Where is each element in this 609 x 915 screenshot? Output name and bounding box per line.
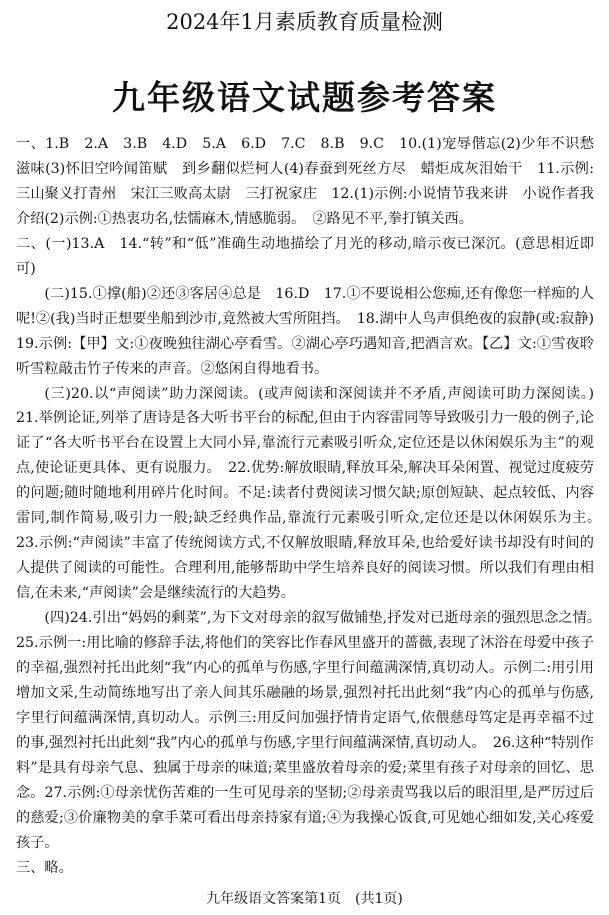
section-2-part-2-answers: (二)15.①撑(船)②还③客居④总是 16.D 17.①不要说相公您痴,还有像您一样痴的人呢!②(我)当时正想要坐船到沙市,竟然被大雪所阻挡。 18.湖中人鸟声俱绝夜的寂静(或:寂静) 19.示例:【甲】文:①夜晚独往湖心亭看雪。②湖心亭巧遇知音,把酒言欢。【乙】文:①雪夜聆听雪粒敲击竹子传来的声音。②悠闲自得地看书。 bbox=[16, 285, 609, 377]
answer-content bbox=[16, 132, 609, 881]
section-2-part-1-answers: 二、(一)13.A 14.“转”和“低”准确生动地描绘了月光的移动,暗示夜已深沉。(意思相近即可) bbox=[16, 235, 594, 277]
section-3-answers: 三、略。 bbox=[16, 859, 73, 876]
exam-title: 九年级语文试题参考答案 bbox=[112, 78, 497, 117]
section-1-answers: 一、1.B 2.A 3.B 4.D 5.A 6.D 7.C 8.B 9.C 10.(1)宠辱偕忘(2)少年不识愁滋味(3)怀旧空吟闻笛赋 到乡翻似烂柯人(4)春蚕到死丝方尽 蜡炬成灰泪始干 11.示例:三山聚义打青州 宋江三败高太尉 三打祝家庄 12.(1)示例:小说情节我来讲 小说作者我介绍(2)示例:①热衷功名,怯懦麻木,情感脆弱。 ②路见不平,拳打镇关西。 bbox=[16, 136, 594, 227]
section-2-part-3-answers: (三)20.以“声阅读”助力深阅读。(或声阅读和深阅读并不矛盾,声阅读可助力深阅读。) 21.举例论证,列举了唐诗是各大听书平台的标配,但由于内容雷同等导致吸引力一般的例子,论证了“各大听书平台在设置上大同小异,靠流行元素吸引听众,定位还是以休闲娱乐为主”的观点,使论证更具体、更有说服力。 22.优势:解放眼睛,释放耳朵,解决耳朵闲置、视觉过度疲劳的问题;随时随地利用碎片化时间。不足:读者付费阅读习惯欠缺;原创短缺、起点较低、内容雷同,制作简易,吸引力一般;缺乏经典作品,靠流行元素吸引听众,定位还是以休闲娱乐为主。 23.示例:“声阅读”丰富了传统阅读方式,不仅解放眼睛,释放耳朵,也给爱好读书却没有时间的人提供了阅读的可能性。合理利用,能够帮助中学生培养良好的阅读习惯。所以我们有理由相信,在未来,“声阅读”会是继续流行的大趋势。 bbox=[16, 385, 609, 602]
exam-subtitle: 2024年1月素质教育质量检测 bbox=[166, 10, 443, 34]
section-2-part-4-answers: (四)24.引出“妈妈的剩菜”,为下文对母亲的叙写做铺垫,抒发对已逝母亲的强烈思念之情。 25.示例一:用比喻的修辞手法,将他们的笑容比作春风里盛开的蔷薇,表现了沐浴在母爱中孩子的幸福,强烈衬托出此刻“我”内心的孤单与伤感,字里行间蕴满深情,真切动人。示例二:用引用增加文采,生动简练地写出了亲人间其乐融融的场景,强烈衬托出此刻“我”内心的孤单与伤感,字里行间蕴满深情,真切动人。示例三:用反问加强抒情肯定语气,依偎慈母笃定是再幸福不过的事,强烈衬托出此刻“我”内心的孤单与伤感,字里行间蕴满深情,真切动人。 26.这种“特别作料”是具有母亲气息、独属于母亲的味道;菜里盛放着母亲的爱;菜里有孩子对母亲的回忆、思念。27.示例:①母亲忧伤苦难的一生可见母亲的坚韧;②母亲责骂我以后的眼泪里,是严厉过后的慈爱;③价廉物美的拿手菜可看出母亲持家有道;④为我操心饭食,可见她心细如发,关心疼爱孩子。 bbox=[16, 610, 609, 851]
page-footer: 九年级语文答案第1页 (共1页) bbox=[206, 891, 403, 907]
